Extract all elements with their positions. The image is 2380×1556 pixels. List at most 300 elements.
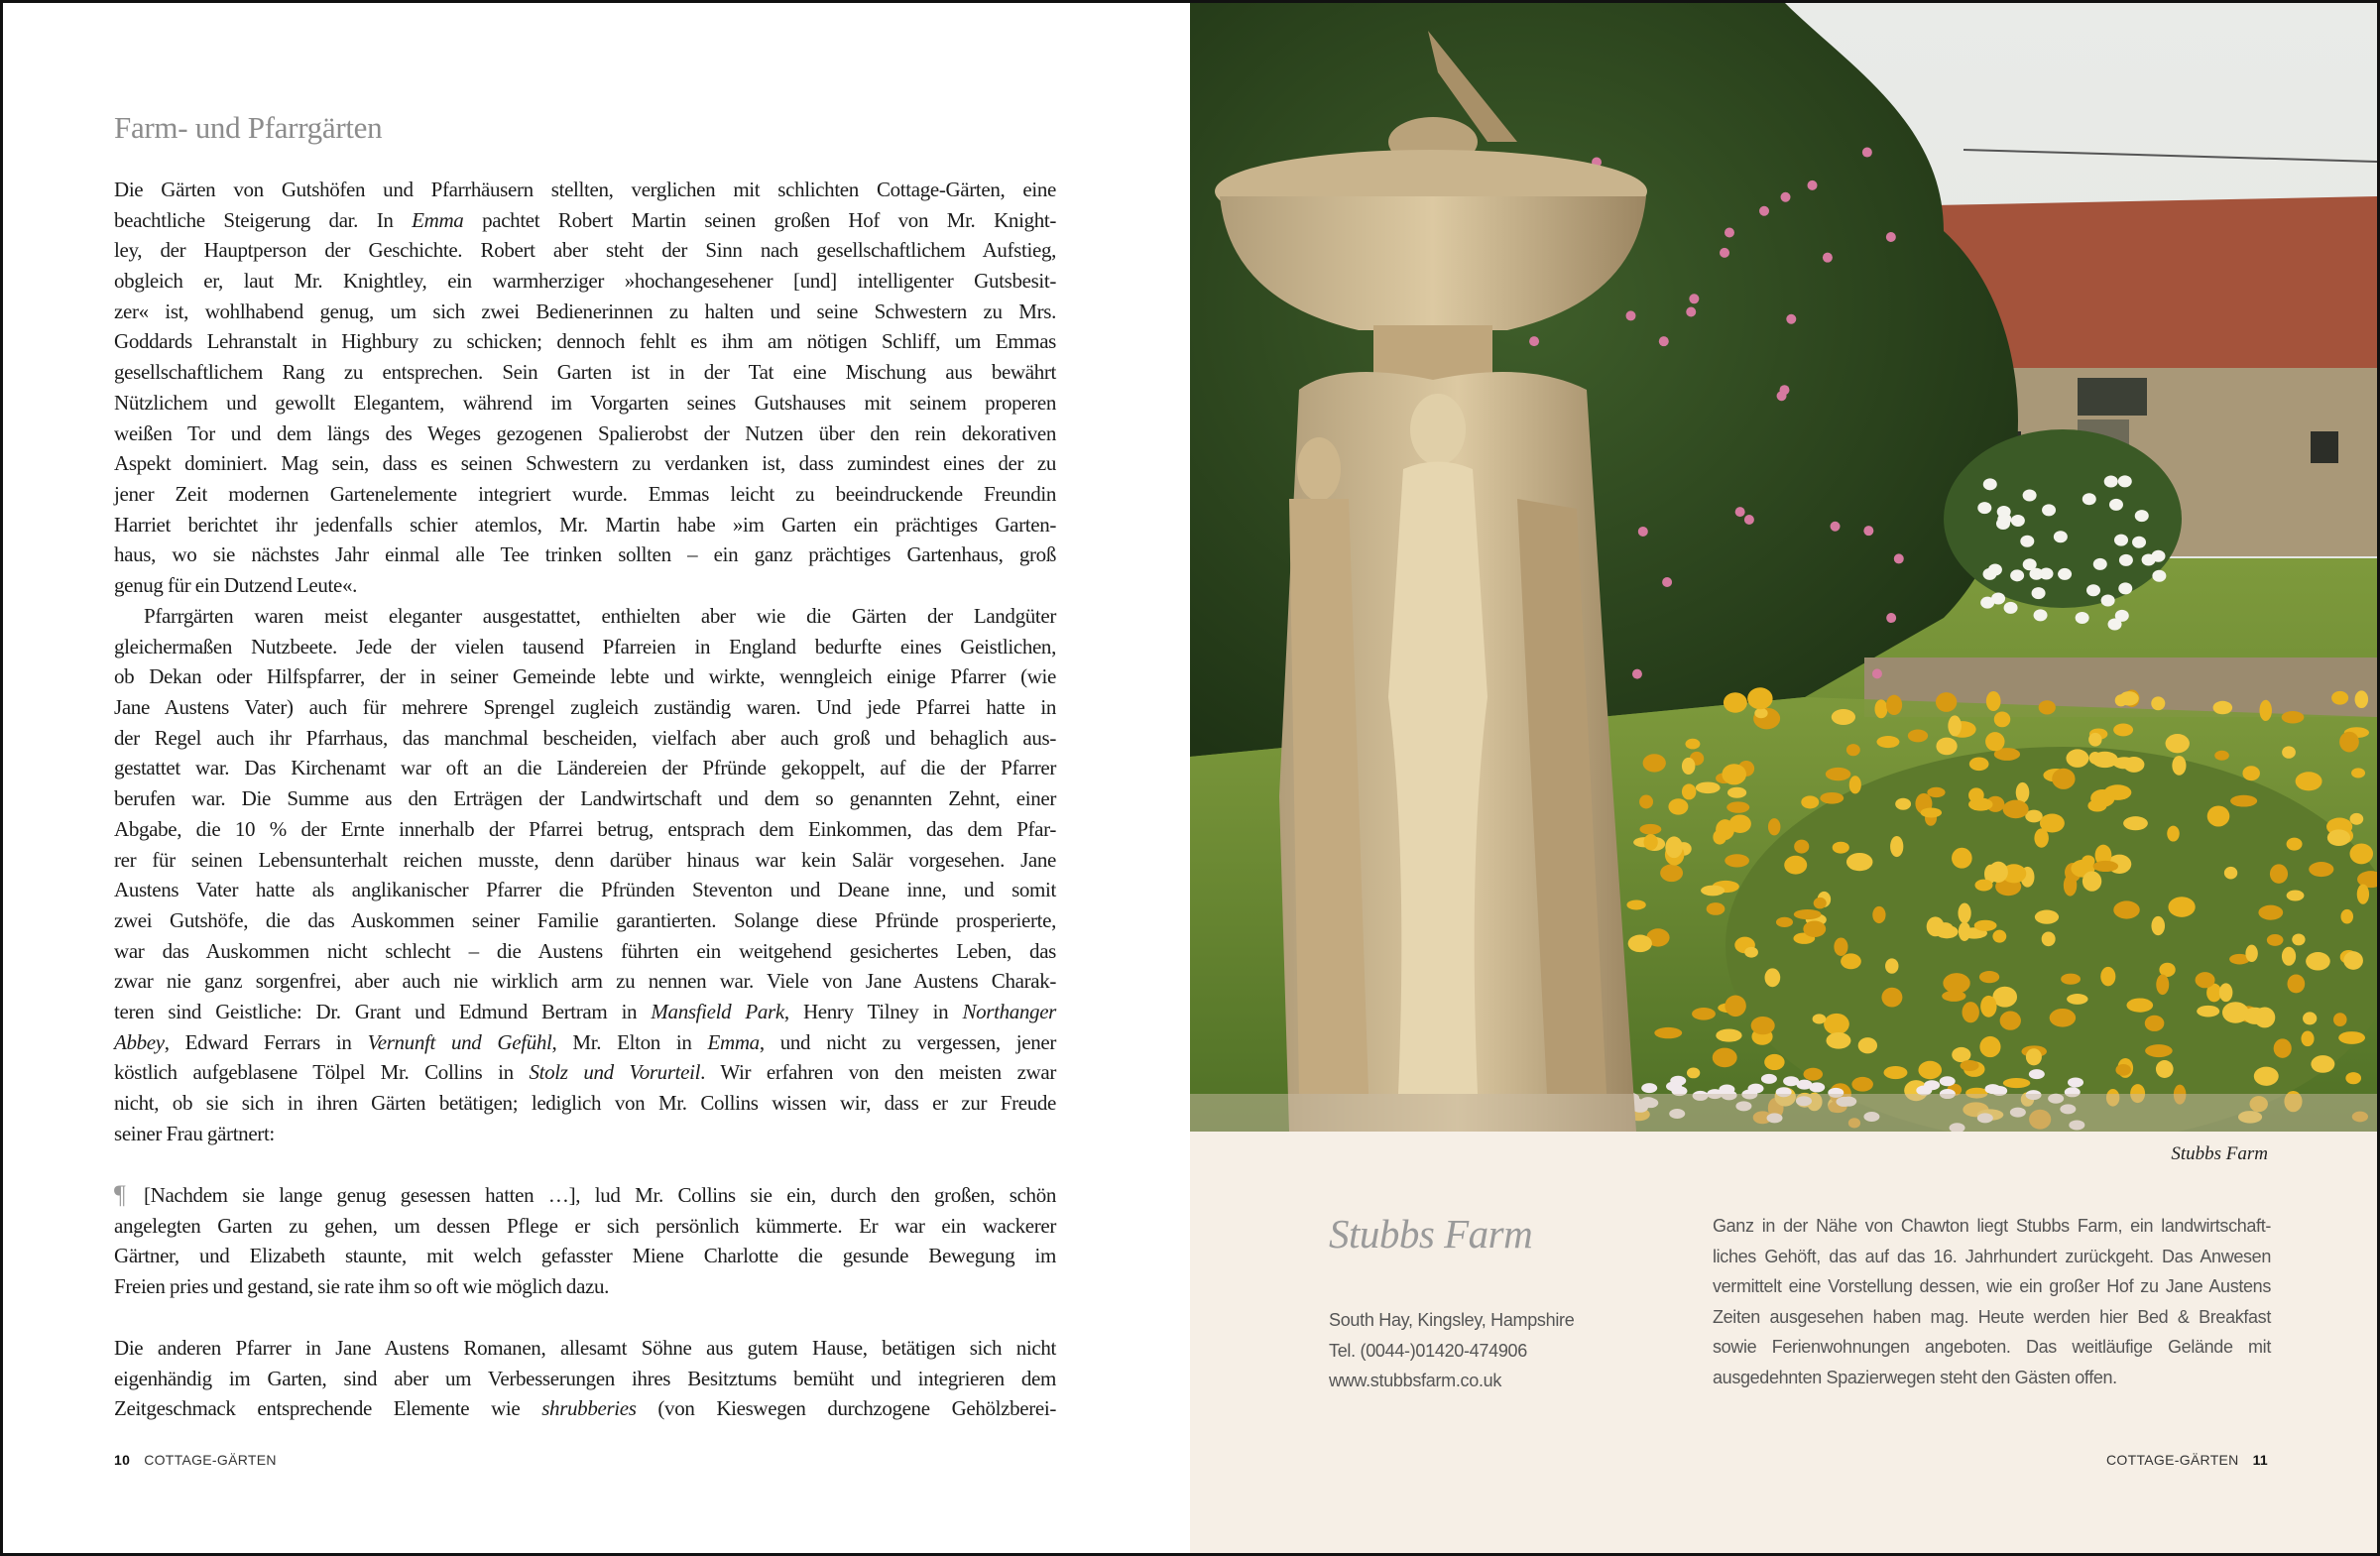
yellow-flower [2089,752,2101,765]
text-line [114,601,1056,632]
text-line [114,661,1056,692]
book-title: Emma [707,1029,760,1054]
text-line [114,1119,1056,1149]
yellow-flower [1765,968,1781,987]
page-number: 11 [2252,1452,2268,1468]
yellow-flower [2357,885,2369,904]
yellow-flower [2245,945,2257,962]
yellow-flower [1943,973,1969,993]
yellow-flower [2267,934,2284,946]
text-line [114,997,1056,1027]
yellow-flower [1832,709,1855,725]
text-line [114,845,1056,876]
text-line [114,1333,1056,1364]
yellow-flower [2145,1016,2165,1031]
yellow-flower [1687,1067,1700,1078]
page-footer-left [114,1452,277,1468]
book-title: Abbey [114,1029,165,1054]
yellow-flower [2151,696,2165,710]
white-rose [2034,609,2048,621]
white-flower [2029,1069,2045,1079]
yellow-flower [2082,871,2101,891]
yellow-flower [2287,838,2303,851]
pink-rose [1720,248,1729,258]
paragraph-3 [114,1333,1056,1424]
text-run: . Wir erfahren von den meisten zwar [700,1060,1056,1085]
yellow-flower [1927,916,1945,936]
pink-rose [1786,314,1796,324]
yellow-flower [2303,1012,2317,1024]
yellow-flower [1885,958,1898,973]
text-line [114,1027,1056,1058]
yellow-flower [1724,692,1747,712]
yellow-flower [1803,920,1826,937]
yellow-flower [2207,805,2230,826]
yellow-flower [2309,862,2333,877]
text-run: Freien pries und gestand, sie rate ihm so oft wie möglich dazu. [114,1274,610,1299]
book-spread [3,3,2377,1553]
yellow-flower [2026,1048,2042,1065]
pink-rose [1779,385,1789,395]
text-line [114,175,1056,205]
white-rose [2076,612,2089,624]
pink-rose [1823,253,1833,263]
yellow-flower [2151,916,2165,935]
yellow-flower [1992,930,2006,943]
text-line [114,1180,1056,1211]
yellow-flower [2282,746,2296,758]
white-rose [2023,489,2037,501]
yellow-flower [2333,1013,2347,1026]
address: South Hay, Kingsley, Hampshire [1329,1310,1575,1330]
white-rose [2101,594,2115,606]
white-rose [2042,504,2056,516]
yellow-flower [2242,766,2260,780]
white-rose [2118,582,2132,594]
yellow-flower [2100,967,2115,986]
text-line [114,692,1056,723]
text-run: eigenhändig im Garten, sind aber um Verbesserungen ihres Besitztums bemüht und integrieren dem [114,1366,1056,1390]
left-page [3,3,1190,1553]
yellow-flower [1985,732,2004,751]
yellow-flower [1639,795,1653,809]
yellow-flower [1881,988,1902,1008]
text-line [114,479,1056,510]
pink-rose [1632,669,1642,679]
text-run: zwei Gutshöfe, die das Auskommen seiner Familie garantierten. Solange diese Pfründe prosperierte, [114,907,1056,932]
yellow-flower [1826,1032,1850,1049]
pink-rose [1862,148,1872,158]
pink-rose [1659,336,1669,346]
text-line [114,205,1056,236]
yellow-flower [1682,783,1696,799]
text-line [114,539,1056,570]
text-line [114,966,1056,997]
yellow-flower [1942,991,1965,1002]
white-rose [2132,537,2146,548]
yellow-flower [1927,787,1945,797]
yellow-flower [2282,711,2305,723]
yellow-flower [2119,691,2139,705]
yellow-flower [2306,952,2330,970]
yellow-flower [2351,768,2365,778]
yellow-flower [1707,902,1726,915]
yellow-flower [1768,818,1780,835]
yellow-flower [1744,947,1758,958]
white-flower [2068,1077,2083,1087]
yellow-flower [1639,824,1661,835]
yellow-flower [1959,922,1970,941]
pilcrow-icon: ¶ [114,1180,126,1209]
text-line [114,905,1056,936]
yellow-flower [1994,711,2010,727]
yellow-flower [1665,836,1683,858]
yellow-flower [1974,880,1992,892]
text-run: obgleich er, laut Mr. Knightley, ein warmherziger »hochangesehener [und] intelligenter Gutsbesit- [114,269,1056,294]
pink-rose [1735,507,1745,517]
yellow-flower [1846,853,1872,871]
text-run: köstlich aufgeblasene Tölpel Mr. Collins in [114,1060,530,1085]
yellow-flower [2350,813,2364,825]
white-rose [2011,515,2025,527]
book-title: Northanger [962,999,1056,1023]
yellow-flower [1776,917,1793,927]
yellow-flower [1988,862,2008,883]
yellow-flower [1820,792,1844,804]
yellow-flower [2340,909,2353,924]
pink-rose [1662,577,1672,587]
page-footer-right [2106,1452,2268,1468]
yellow-flower [1754,708,1767,718]
book-title: Emma [412,207,464,232]
text-run: (von Kieswegen durchzogene Gehölzberei- [636,1396,1056,1421]
yellow-flower [2050,1009,2077,1027]
pink-rose [1529,336,1539,346]
yellow-flower [1794,840,1809,854]
yellow-flower [1701,886,1725,897]
text-run: seiner Frau gärtnert: [114,1121,275,1145]
yellow-flower [2355,690,2369,708]
yellow-flower [1962,1002,1978,1022]
yellow-flower [1668,798,1688,814]
yellow-flower [1908,729,1928,742]
yellow-flower [1729,814,1751,833]
white-rose [2104,475,2118,487]
white-rose [1988,563,2002,575]
yellow-flower [1814,898,1827,908]
yellow-flower [2145,1044,2172,1057]
text-run: Aspekt dominiert. Mag sein, dass es seinen Schwestern zu verdanken ist, dass zumindest eines der zu [114,451,1056,476]
text-run: Die Gärten von Gutshöfen und Pfarrhäusern stellten, verglichen mit schlichten Cottage-Gärten, eine [114,178,1056,201]
yellow-flower [1968,787,1984,802]
text-run: jener Zeit modernen Gartenelemente integriert wurde. Emmas leicht zu beeindruckende Freundin [114,481,1056,506]
white-rose [2020,536,2034,547]
yellow-flower [2042,932,2056,947]
yellow-flower [1961,1060,1979,1071]
text-run: gesellschaftlichem Rang zu entsprechen. Sein Garten ist in der Tat eine Mischung aus bewährt [114,360,1056,385]
white-rose [2152,570,2166,582]
pink-rose [1689,294,1699,303]
yellow-flower [1874,699,1887,718]
text-line [114,1211,1056,1242]
text-run: gleichermaßen Nutzbeete. Jede der vielen tausend Pfarreien in England bedurfte eines Geistlichen, [114,634,1056,658]
text-line [114,357,1056,388]
text-run: Gärtner, und Elizabeth staunte, mit welch gefasster Miene Charlotte die gesunde Bewegung im [114,1244,1056,1268]
text-line [114,1393,1056,1424]
yellow-flower [1979,1036,2000,1057]
description-line: ausgedehnten Spazierwegen steht den Gästen offen. [1713,1367,2117,1387]
description-line: sowie Ferienwohnungen angeboten. Das weitläufige Gelände mit [1713,1337,2271,1358]
website-link[interactable]: www.stubbsfarm.co.uk [1329,1371,1502,1390]
text-run: Abgabe, die 10 % der Ernte innerhalb der Pfarrei betrug, entsprach dem Einkommen, das dem Pfar- [114,816,1056,841]
yellow-flower [1626,899,1645,909]
text-line [114,936,1056,967]
white-rose [1996,518,2010,530]
text-line [114,814,1056,845]
text-line [114,723,1056,754]
quote-text [114,1180,1056,1302]
text-run: weißen Tor und dem längs des Weges gezogenen Spalierobst der Nutzen über den rein dekorativen [114,420,1056,445]
yellow-flower [2311,1055,2334,1073]
text-run: beachtliche Steigerung dar. In [114,207,413,232]
yellow-flower [2292,933,2305,945]
yellow-flower [1643,834,1657,850]
pink-rose [1863,526,1873,536]
yellow-flower [2064,875,2077,897]
yellow-flower [2331,691,2348,705]
yellow-flower [1801,795,1819,808]
white-flower [1940,1076,1956,1086]
text-run: Zeitgeschmack entsprechende Elemente wie [114,1396,542,1421]
text-run: Austens Vater hatte als anglikanischer Pfarrer die Pfründen Steventon und Deane inne, und somit [114,878,1056,902]
phone: Tel. (0044-)01420-474906 [1329,1340,1527,1361]
text-run: der Regel auch ihr Pfarrhaus, das manchmal bescheiden, vielfach aber auch groß und behaglich aus- [114,725,1056,750]
book-title: Vernunft und Gefühl [367,1029,552,1054]
pink-rose [1626,310,1636,320]
yellow-flower [2035,910,2059,924]
white-rose [1980,597,1994,609]
text-run: ob Dekan oder Hilfspfarrer, der in seiner Gemeinde lebte und wirkte, wenngleich einige Pfarrer (wie [114,664,1056,689]
page-number: 10 [114,1452,131,1468]
pink-rose [1781,192,1791,202]
text-line [114,326,1056,357]
white-rose [2086,584,2100,596]
pink-rose [1886,613,1896,623]
text-run: [Nachdem sie lange genug gesessen hatten …], lud Mr. Collins sie ein, durch den großen, schön [144,1183,1056,1207]
text-run: zer« ist, wohlhabend genug, um sich zwei Bedienerinnen zu halten und seine Schwestern zu Mrs. [114,299,1056,323]
yellow-flower [1833,842,1849,854]
yellow-flower [1722,764,1746,784]
yellow-flower [2224,867,2237,880]
info-box-title: Stubbs Farm [1329,1211,1533,1257]
yellow-flower [2168,897,2195,917]
pink-rose [1686,306,1696,316]
book-title: Stolz und Vorurteil [529,1060,701,1085]
yellow-flower [2343,951,2363,970]
white-flower [1670,1076,1686,1086]
yellow-flower [1726,801,1749,812]
yellow-flower [2016,782,2030,802]
yellow-flower [1980,996,1996,1017]
yellow-flower [2113,900,2140,918]
text-line [114,1271,1056,1302]
text-run: ley, der Hauptperson der Geschichte. Robert aber steht der Sinn nach gesellschaftlichem Aufstieg, [114,238,1056,263]
info-box-contact [1329,1305,1574,1396]
text-line [114,1364,1056,1394]
white-flower [1719,1085,1734,1095]
yellow-flower [1716,1028,1741,1041]
yellow-flower [2338,1031,2365,1044]
yellow-flower [2093,861,2118,872]
white-rose [2032,587,2046,599]
yellow-flower [1725,854,1749,867]
description-line: vermittelt eine Vorstellung dessen, wie ein großer Hof zu Jane Austens [1713,1276,2271,1297]
white-rose [2058,568,2072,580]
paragraph-1 [114,175,1056,601]
white-rose [2082,493,2096,505]
yellow-flower [1764,1054,1784,1070]
text-run: war das Auskommen nicht schlecht – die Austens führten ein weitgehend gesichertes Leben, das [114,938,1056,963]
yellow-flower [1660,864,1683,882]
info-box-description [1713,1211,2271,1393]
yellow-flower [2270,864,2288,883]
pink-rose [1894,553,1904,563]
yellow-flower [1727,787,1746,798]
yellow-flower [2039,700,2056,714]
yellow-flower [2088,733,2101,747]
yellow-flower [1654,1027,1682,1038]
yellow-flower [2222,1002,2249,1022]
yellow-flower [1643,754,1666,772]
yellow-flower [1890,836,1903,857]
white-rose [2114,535,2128,546]
yellow-flower [1952,1047,1970,1062]
yellow-flower [2230,795,2257,807]
white-flower [1797,1080,1813,1090]
yellow-flower [1948,715,1962,736]
text-run: nicht, ob sie sich in ihren Gärten betätigen; lediglich von Mr. Collins wissen wir, dass er zur Freude [114,1091,1056,1115]
text-run: teren sind Geistliche: Dr. Grant und Edmund Bertram in [114,999,652,1023]
yellow-flower [2052,769,2075,789]
white-rose [2109,499,2123,511]
yellow-flower [1696,781,1721,793]
white-rose [2108,619,2122,631]
text-run: Nützlichem und gewollt Elegantem, während im Vorgarten seines Gutshauses mit seinem properen [114,390,1056,415]
white-flower [1761,1074,1777,1084]
yellow-flower [2197,1006,2219,1017]
garden-sundial-photo [1190,3,2377,1132]
yellow-flower [2066,749,2088,767]
yellow-flower [2115,1064,2130,1076]
text-run: zwar nie ganz sorgenfrei, aber auch nie wirklich arm zu nennen war. Viele von Jane Austens Charak- [114,969,1056,994]
yellow-flower [1886,695,1902,715]
text-line [114,1241,1056,1271]
yellow-flower [1813,1014,1827,1023]
yellow-flower [1794,909,1822,919]
yellow-flower [2287,890,2305,900]
yellow-flower [1685,739,1700,750]
yellow-flower [2213,701,2233,715]
yellow-flower [1884,1066,1908,1079]
text-run: , Mr. Elton in [551,1029,708,1054]
yellow-flower [1936,692,1957,712]
text-line [114,1057,1056,1088]
book-title: Mansfield Park [651,999,784,1023]
yellow-flower [2061,974,2081,985]
yellow-flower [1751,1017,1775,1034]
yellow-flower [2040,814,2065,833]
quote-block [114,1180,1056,1302]
yellow-flower [2254,1067,2279,1086]
running-head: COTTAGE-GÄRTEN [144,1452,277,1468]
yellow-flower [1872,906,1885,923]
yellow-flower [2166,734,2190,753]
yellow-flower [2327,829,2350,846]
text-run: Pfarrgärten waren meist eleganter ausgestattet, enthielten aber wie die Gärten der Landgüter [144,604,1056,628]
text-run: Jane Austens Vater) auch für mehrere Sprengel zugleich zuständig waren. Und jede Pfarrei hatte in [114,695,1056,720]
yellow-flower [1849,776,1861,793]
paragraph-2 [114,601,1056,1148]
yellow-flower [1824,1014,1849,1035]
yellow-flower [1895,798,1911,810]
yellow-flower [1858,1037,1877,1053]
white-rose [2010,569,2024,581]
yellow-flower [1851,1077,1873,1092]
text-line [114,875,1056,905]
yellow-flower [2287,975,2305,994]
running-head: COTTAGE-GÄRTEN [2106,1452,2239,1468]
yellow-flower [1958,902,1970,923]
yellow-flower [1841,953,1861,969]
yellow-flower [2123,816,2148,830]
yellow-flower [1692,1008,1716,1020]
white-rose [2152,550,2166,562]
text-line [114,1088,1056,1119]
yellow-flower [2339,732,2359,753]
pink-rose [1725,228,1734,238]
yellow-flower [1804,1068,1824,1081]
yellow-flower [1826,768,1851,780]
yellow-flower [2000,1012,2021,1030]
pink-rose [1759,206,1769,216]
text-line [114,419,1056,449]
white-flower [1985,1084,2001,1094]
yellow-flower [1979,971,1999,983]
text-run: pachtet Robert Martin seinen großen Hof von Mr. Knight- [463,207,1056,232]
text-run: genug für ein Dutzend Leute«. [114,572,358,597]
yellow-flower [2296,772,2322,790]
white-rose [2093,558,2107,570]
pink-rose [1886,232,1896,242]
text-run: gestattet war. Das Kirchenamt war oft an die Ländereien der Pfründe gekoppelt, auf die der Pfarrer [114,756,1056,780]
yellow-flower [1834,937,1847,956]
white-rose [2029,568,2043,580]
yellow-flower [2104,784,2132,800]
yellow-flower [2258,905,2283,920]
yellow-flower [2301,1031,2314,1047]
white-rose [1983,478,1997,490]
yellow-flower [1918,1061,1942,1079]
white-rose [2135,510,2149,522]
yellow-flower [1725,996,1745,1017]
pink-rose [1831,522,1841,532]
yellow-flower [1974,920,1997,931]
right-page [1190,3,2377,1553]
text-run: Harriet berichtet ihr jedenfalls schier atemlos, Mr. Martin habe »im Garten ein prächtiges Garten- [114,512,1056,537]
yellow-flower [1682,758,1696,775]
text-line [114,448,1056,479]
yellow-flower [2196,972,2215,988]
